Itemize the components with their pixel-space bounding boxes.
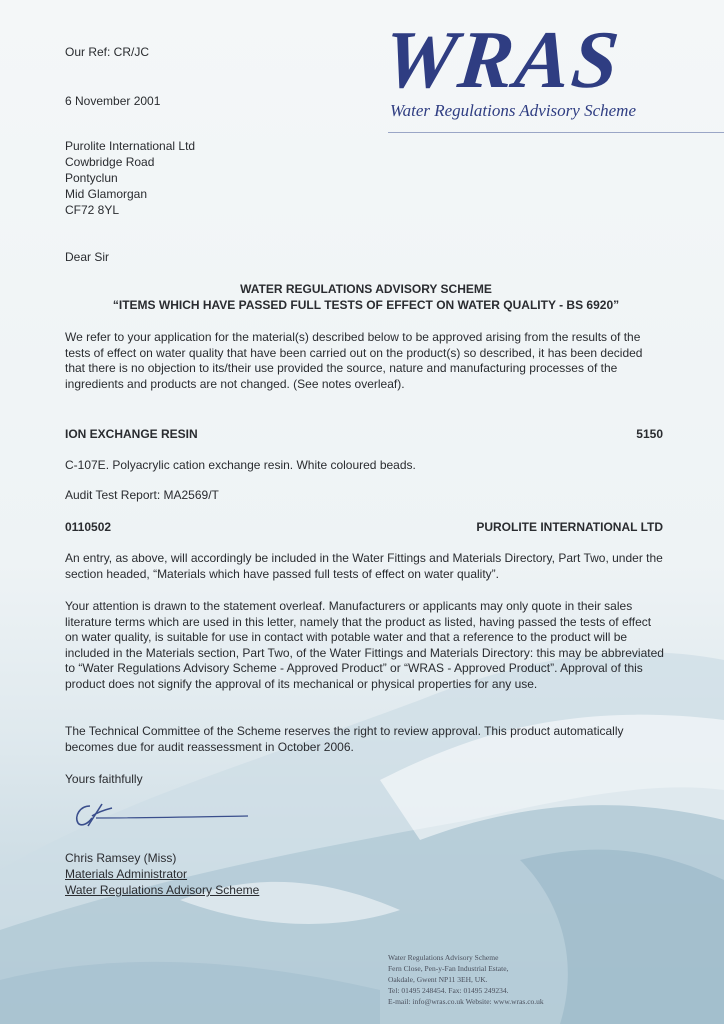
letter-date: 6 November 2001: [65, 94, 161, 108]
footer-line: Oakdale, Gwent NP11 3EH, UK.: [388, 975, 488, 984]
header-rule: [388, 132, 724, 133]
address-line: CF72 8YL: [65, 203, 120, 217]
company-name: PUROLITE INTERNATIONAL LTD: [476, 520, 663, 534]
product-description: C-107E. Polyacrylic cation exchange resin. White coloured beads.: [65, 458, 416, 472]
statement-paragraph: Your attention is drawn to the statement overleaf. Manufacturers or applicants may only quote in their sales literature terms which are used in this letter, namely that the product as listed, having passed the tests of effect on water quality, is suitable for use in contact with potable water and that a reference to the product will be included in the Materials section, Part Two, of the Water Fittings and Materials Directory: this may be abbreviated to “Water Regulations Advisory Scheme - Approved Product” or “WRAS - Approved Product”. Approval of this product does not signify the approval of its mechanical or physical properties for any use.: [65, 599, 664, 691]
footer-line: Water Regulations Advisory Scheme: [388, 953, 499, 962]
footer-line: Tel: 01495 248454. Fax: 01495 249234.: [388, 986, 509, 995]
closing: Yours faithfully: [65, 772, 143, 786]
signatory-organisation: Water Regulations Advisory Scheme: [65, 883, 260, 897]
signatory-name: Chris Ramsey (Miss): [65, 851, 177, 865]
recipient-address: [65, 138, 195, 218]
address-line: Cowbridge Road: [65, 155, 155, 169]
heading-line-1: WATER REGULATIONS ADVISORY SCHEME: [240, 282, 492, 296]
product-category: ION EXCHANGE RESIN: [65, 427, 198, 441]
address-line: Mid Glamorgan: [65, 187, 148, 201]
footer-address: [388, 952, 588, 1007]
signature-image: [68, 796, 258, 836]
directory-paragraph: An entry, as above, will accordingly be included in the Water Fittings and Materials Directory, Part Two, under the section headed, “Materials which have passed full tests of effect on water quality”.: [65, 551, 663, 581]
address-line: Purolite International Ltd: [65, 139, 196, 153]
salutation: Dear Sir: [65, 250, 110, 264]
intro-paragraph: We refer to your application for the material(s) described below to be approved arising from the results of the tests of effect on water quality that have been carried out on the product(s) so described, it has been decided that there is no objection to its/their use provided the source, nature and manufacturing processes of the ingredients and products are not changed. (See notes overleaf).: [65, 330, 643, 391]
review-paragraph: The Technical Committee of the Scheme reserves the right to review approval. This product automatically becomes due for audit reassessment in October 2006.: [65, 724, 624, 754]
footer-line: Fern Close, Pen-y-Fan Industrial Estate,: [388, 964, 509, 973]
signatory-title: Materials Administrator: [65, 867, 188, 881]
reference: Our Ref: CR/JC: [65, 45, 150, 59]
address-line: Pontyclun: [65, 171, 118, 185]
audit-report: Audit Test Report: MA2569/T: [65, 488, 219, 502]
wras-logo: WRAS: [379, 14, 625, 105]
logo-subtitle: Water Regulations Advisory Scheme: [390, 101, 636, 120]
heading-line-2: “ITEMS WHICH HAVE PASSED FULL TESTS OF EFFECT ON WATER QUALITY - BS 6920”: [112, 298, 620, 312]
approval-number: 0110502: [65, 520, 112, 534]
footer-line: E-mail: info@wras.co.uk Website: www.wras.co.uk: [388, 997, 544, 1006]
category-code: 5150: [636, 427, 663, 441]
